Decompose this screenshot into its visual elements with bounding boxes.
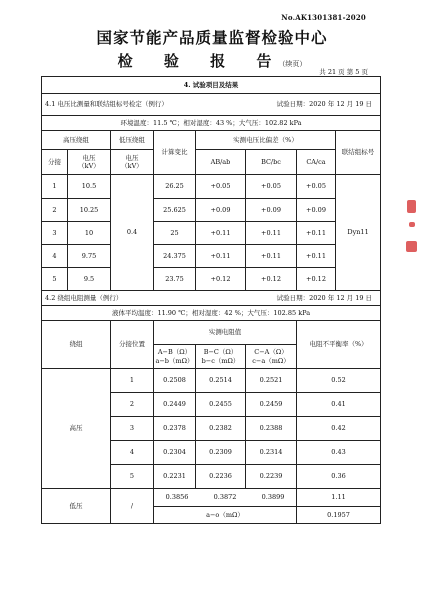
ca-resistance-header xyxy=(246,345,297,369)
section-title: 4. 试验项目及结果 xyxy=(42,77,381,94)
bc-value-cell: 0.2309 xyxy=(196,441,246,465)
unbalance-cell: 0.42 xyxy=(297,417,381,441)
lv-unbalance-cell xyxy=(297,489,381,524)
ratio-item-title: 4.1 电压比测量和联结组标号检定（例行） xyxy=(45,100,168,109)
ab-value-cell: 0.2378 xyxy=(154,417,196,441)
vector-group-header: 联结组标号 xyxy=(336,131,381,175)
ratio-item-row xyxy=(42,94,381,116)
ca-mohm-label: c−a（mΩ） xyxy=(252,356,290,365)
bc-ohm-label: B−C（Ω） xyxy=(203,348,238,357)
resistance-environment: 液体平均温度：11.90 ℃；相对湿度：42 %；大气压：102.85 kPa xyxy=(42,306,381,321)
bc-cell: +0.11 xyxy=(246,222,297,245)
ab-cell: +0.11 xyxy=(196,222,246,245)
unbalance-cell: 1.11 xyxy=(296,489,381,507)
ratio-cell: 23.75 xyxy=(154,268,196,291)
unbalance-header: 电阻不平衡率（%） xyxy=(297,321,381,369)
ratio-cell: 24.375 xyxy=(154,245,196,268)
unbalance-cell: 0.43 xyxy=(297,441,381,465)
page-info: 共 21 页 第 5 页 xyxy=(319,68,368,76)
tap-cell: 3 xyxy=(111,417,154,441)
bc-mohm-label: b−c（mΩ） xyxy=(201,356,240,365)
ratio-cell: 25 xyxy=(154,222,196,245)
ca-value-cell: 0.2521 xyxy=(246,369,297,393)
lv-resistance-cell xyxy=(154,489,297,524)
tap-cell: 1 xyxy=(111,369,154,393)
tap-cell: 5 xyxy=(42,268,68,291)
tap-cell: 2 xyxy=(111,393,154,417)
continued-label: （续页） xyxy=(278,60,307,68)
lv-winding-header: 低压绕组 xyxy=(111,131,154,150)
resistance-test-date: 试验日期：2020 年 12 月 19 日 xyxy=(276,293,373,302)
winding-header: 绕组 xyxy=(42,321,111,369)
ratio-test-date: 试验日期：2020 年 12 月 19 日 xyxy=(276,100,373,109)
ab-value-cell: 0.2231 xyxy=(154,465,196,489)
unbalance-cell: 0.36 xyxy=(297,465,381,489)
ca-value-cell: 0.2388 xyxy=(246,417,297,441)
bc-value-cell: 0.2236 xyxy=(196,465,246,489)
bc-cell: +0.12 xyxy=(246,268,297,291)
tap-header: 分接 xyxy=(42,150,68,175)
ao-label: a−o（mΩ） xyxy=(206,511,244,519)
organization-name: 国家节能产品质量监督检验中心 xyxy=(96,28,328,47)
hv-voltage-header xyxy=(68,150,111,175)
tap-cell: / xyxy=(111,489,154,524)
report-title: 检 验 报 告 xyxy=(117,52,285,70)
measured-deviation-header: 实测电压比偏差（%） xyxy=(196,131,336,150)
ca-cell: +0.12 xyxy=(297,268,336,291)
bc-value-cell: 0.2514 xyxy=(196,369,246,393)
lv-voltage-header xyxy=(111,150,154,175)
lv-voltage-unit: （kV） xyxy=(121,162,143,170)
ab-value-cell: 0.2304 xyxy=(154,441,196,465)
bc-cell: +0.05 xyxy=(246,175,297,199)
ca-ohm-label: C−A（Ω） xyxy=(254,348,288,357)
lv-voltage-cell: 0.4 xyxy=(111,175,154,291)
lv-voltage-label: 电压 xyxy=(125,153,139,162)
measured-resistance-header: 实测电阻值 xyxy=(154,321,297,345)
bc-header: BC/bc xyxy=(246,150,297,175)
ca-cell: +0.09 xyxy=(297,199,336,222)
ab-value-cell: 0.3856 xyxy=(165,493,189,502)
ratio-cell: 25.625 xyxy=(154,199,196,222)
hv-voltage-cell: 10.5 xyxy=(68,175,111,199)
tap-cell: 4 xyxy=(111,441,154,465)
unbalance-cell: 0.41 xyxy=(297,393,381,417)
ab-resistance-header xyxy=(154,345,196,369)
hv-winding-cell: 高压 xyxy=(42,369,111,489)
ratio-environment: 环境温度：11.5 ℃；相对湿度：43 %；大气压：102.82 kPa xyxy=(42,116,381,131)
unbalance-cell: 0.52 xyxy=(297,369,381,393)
bc-cell: +0.09 xyxy=(246,199,297,222)
ca-value-cell: 0.2314 xyxy=(246,441,297,465)
ab-cell: +0.09 xyxy=(196,199,246,222)
ab-cell: +0.12 xyxy=(196,268,246,291)
ab-ohm-label: A−B（Ω） xyxy=(157,348,192,357)
lv-winding-cell: 低压 xyxy=(42,489,111,524)
resistance-item-title: 4.2 绕组电阻测量（例行） xyxy=(45,293,123,302)
vector-group-cell: Dyn11 xyxy=(336,175,381,291)
table-row xyxy=(42,489,381,524)
hv-voltage-label: 电压 xyxy=(82,153,96,162)
ca-cell: +0.11 xyxy=(297,245,336,268)
tap-cell: 2 xyxy=(42,199,68,222)
bc-cell: +0.11 xyxy=(246,245,297,268)
hv-voltage-cell: 9.5 xyxy=(68,268,111,291)
red-seal-edge xyxy=(404,200,418,272)
ab-header: AB/ab xyxy=(196,150,246,175)
resistance-item-row xyxy=(42,291,381,306)
ab-mohm-label: a−b（mΩ） xyxy=(155,356,194,365)
ca-header: CA/ca xyxy=(297,150,336,175)
hv-voltage-cell: 10 xyxy=(68,222,111,245)
ab-value-cell: 0.2449 xyxy=(154,393,196,417)
tap-cell: 5 xyxy=(111,465,154,489)
bc-value-cell: 0.3872 xyxy=(213,493,237,502)
ca-cell: +0.11 xyxy=(297,222,336,245)
bc-value-cell: 0.2382 xyxy=(196,417,246,441)
results-table xyxy=(41,76,381,524)
ca-value-cell: 0.2239 xyxy=(246,465,297,489)
table-row xyxy=(42,369,381,393)
ca-value-cell: 0.3899 xyxy=(261,493,285,502)
ca-cell: +0.05 xyxy=(297,175,336,199)
calc-ratio-header: 计算变比 xyxy=(154,131,196,175)
table-row xyxy=(42,268,381,291)
report-number: No.AK1301381-2020 xyxy=(281,13,366,22)
ab-cell: +0.11 xyxy=(196,245,246,268)
table-row xyxy=(42,199,381,222)
table-row xyxy=(42,222,381,245)
hv-voltage-cell: 9.75 xyxy=(68,245,111,268)
hv-voltage-unit: （kV） xyxy=(78,162,100,170)
ca-value-cell: 0.2459 xyxy=(246,393,297,417)
tap-cell: 4 xyxy=(42,245,68,268)
tap-position-header: 分接位置 xyxy=(111,321,154,369)
bc-value-cell: 0.2455 xyxy=(196,393,246,417)
ab-value-cell: 0.2508 xyxy=(154,369,196,393)
bc-resistance-header xyxy=(196,345,246,369)
table-row xyxy=(42,175,381,199)
ab-cell: +0.05 xyxy=(196,175,246,199)
ao-value: 0.1957 xyxy=(327,511,350,519)
hv-voltage-cell: 10.25 xyxy=(68,199,111,222)
hv-winding-header: 高压绕组 xyxy=(42,131,111,150)
tap-cell: 3 xyxy=(42,222,68,245)
table-row xyxy=(42,245,381,268)
ratio-cell: 26.25 xyxy=(154,175,196,199)
tap-cell: 1 xyxy=(42,175,68,199)
